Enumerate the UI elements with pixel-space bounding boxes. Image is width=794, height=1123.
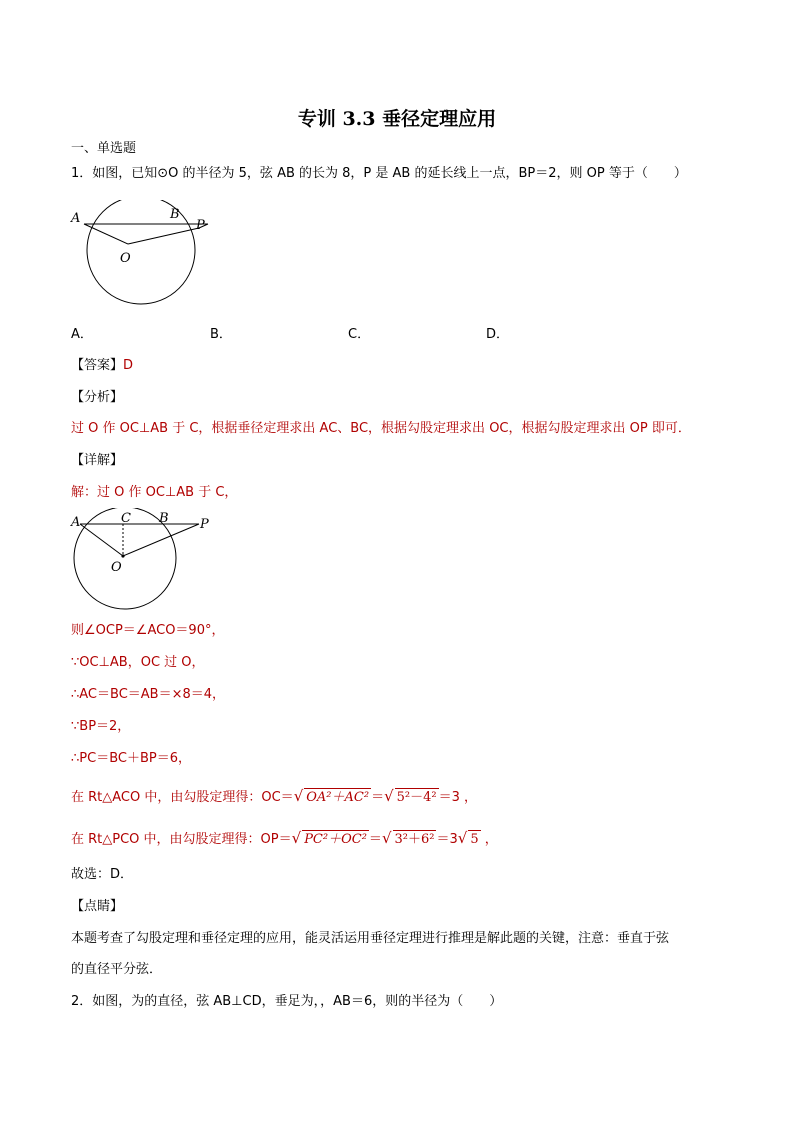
equation-op-root1: PC²＋OC² [304,832,367,847]
equation-op-result-pre: ＝3 [436,832,458,847]
equation-oc-root2: 5²－4² [396,790,437,805]
question-1-figure [66,200,216,308]
detail-figure [66,508,216,612]
equation-oc-root1: OA²＋AC² [306,790,370,805]
comment-line-1: 本题考查了勾股定理和垂径定理的应用，能灵活运用垂径定理进行推理是解此题的关键，注意：垂直于弦 [71,931,670,946]
label-a: A [71,211,81,226]
option-d: D． [486,327,510,342]
segment-ao-2 [80,524,123,556]
conclusion: 故选：D． [71,867,134,882]
option-a: A． [71,327,93,342]
analysis-label: 【分析】 [71,390,124,405]
step-4: ∵BP＝2， [71,719,131,734]
detail-label: 【详解】 [71,453,124,468]
label-a-2: A [71,515,81,530]
equation-oc-mid: ＝ [371,790,385,805]
equation-op-result-post: ， [480,832,498,847]
label-o-2: O [111,560,122,575]
segment-op-2 [123,524,199,556]
segment-op [128,228,199,244]
equation-op-root2: 3²＋6² [394,832,435,847]
label-b-2: B [159,511,169,526]
equation-op-prefix: 在 Rt△PCO 中，由勾股定理得：OP＝ [71,832,292,847]
section-heading: 一、单选题 [71,141,137,156]
equation-oc-result: ＝3 ， [438,790,478,805]
point-o [121,554,124,557]
step-2: ∵OC⊥AB，OC 过 O， [71,655,205,670]
detail-intro: 解：过 O 作 OC⊥AB 于 C， [71,485,238,500]
label-c-2: C [121,511,131,526]
label-p: P [196,218,205,233]
label-o: O [120,251,131,266]
page-title: 专训 3.3 垂径定理应用 [297,108,497,130]
analysis-text: 过 O 作 OC⊥AB 于 C，根据垂径定理求出 AC、BC，根据勾股定理求出 OC，根据勾股定理求出 OP 即可． [71,421,691,436]
equation-op-result-root: 5 [470,832,479,847]
step-3: ∴AC＝BC＝AB＝×8＝4， [71,687,226,702]
comment-line-2: 的直径平分弦． [71,962,163,977]
answer-value: D [123,358,134,373]
segment-ao [84,224,128,244]
equation-op-mid: ＝ [368,832,382,847]
question-1-stem: 1．如图，已知⊙O 的半径为 5，弦 AB 的长为 8，P 是 AB 的延长线上一点，BP＝2，则 OP 等于（ ） [71,166,687,181]
answer-label: 【答案】 [71,358,124,373]
step-1: 则∠OCP＝∠ACO＝90°， [71,623,225,638]
equation-oc: 在 Rt△ACO 中，由勾股定理得：OC＝√ OA²＋AC² ＝√ 5²－4² ＝3 ， [71,787,478,805]
comment-label: 【点睛】 [71,899,124,914]
label-b: B [170,207,180,222]
option-c: C． [348,327,371,342]
question-2-stem: 2．如图，为的直径，弦 AB⊥CD，垂足为，，AB＝6，则的半径为（ ） [71,994,503,1009]
equation-op: 在 Rt△PCO 中，由勾股定理得：OP＝√ PC²＋OC² ＝√ 3²＋6² ＝3√ 5 ， [71,829,498,847]
option-b: B． [210,327,232,342]
label-p-2: P [200,517,209,532]
step-5: ∴PC＝BC＋BP＝6， [71,751,191,766]
equation-oc-prefix: 在 Rt△ACO 中，由勾股定理得：OC＝ [71,790,294,805]
